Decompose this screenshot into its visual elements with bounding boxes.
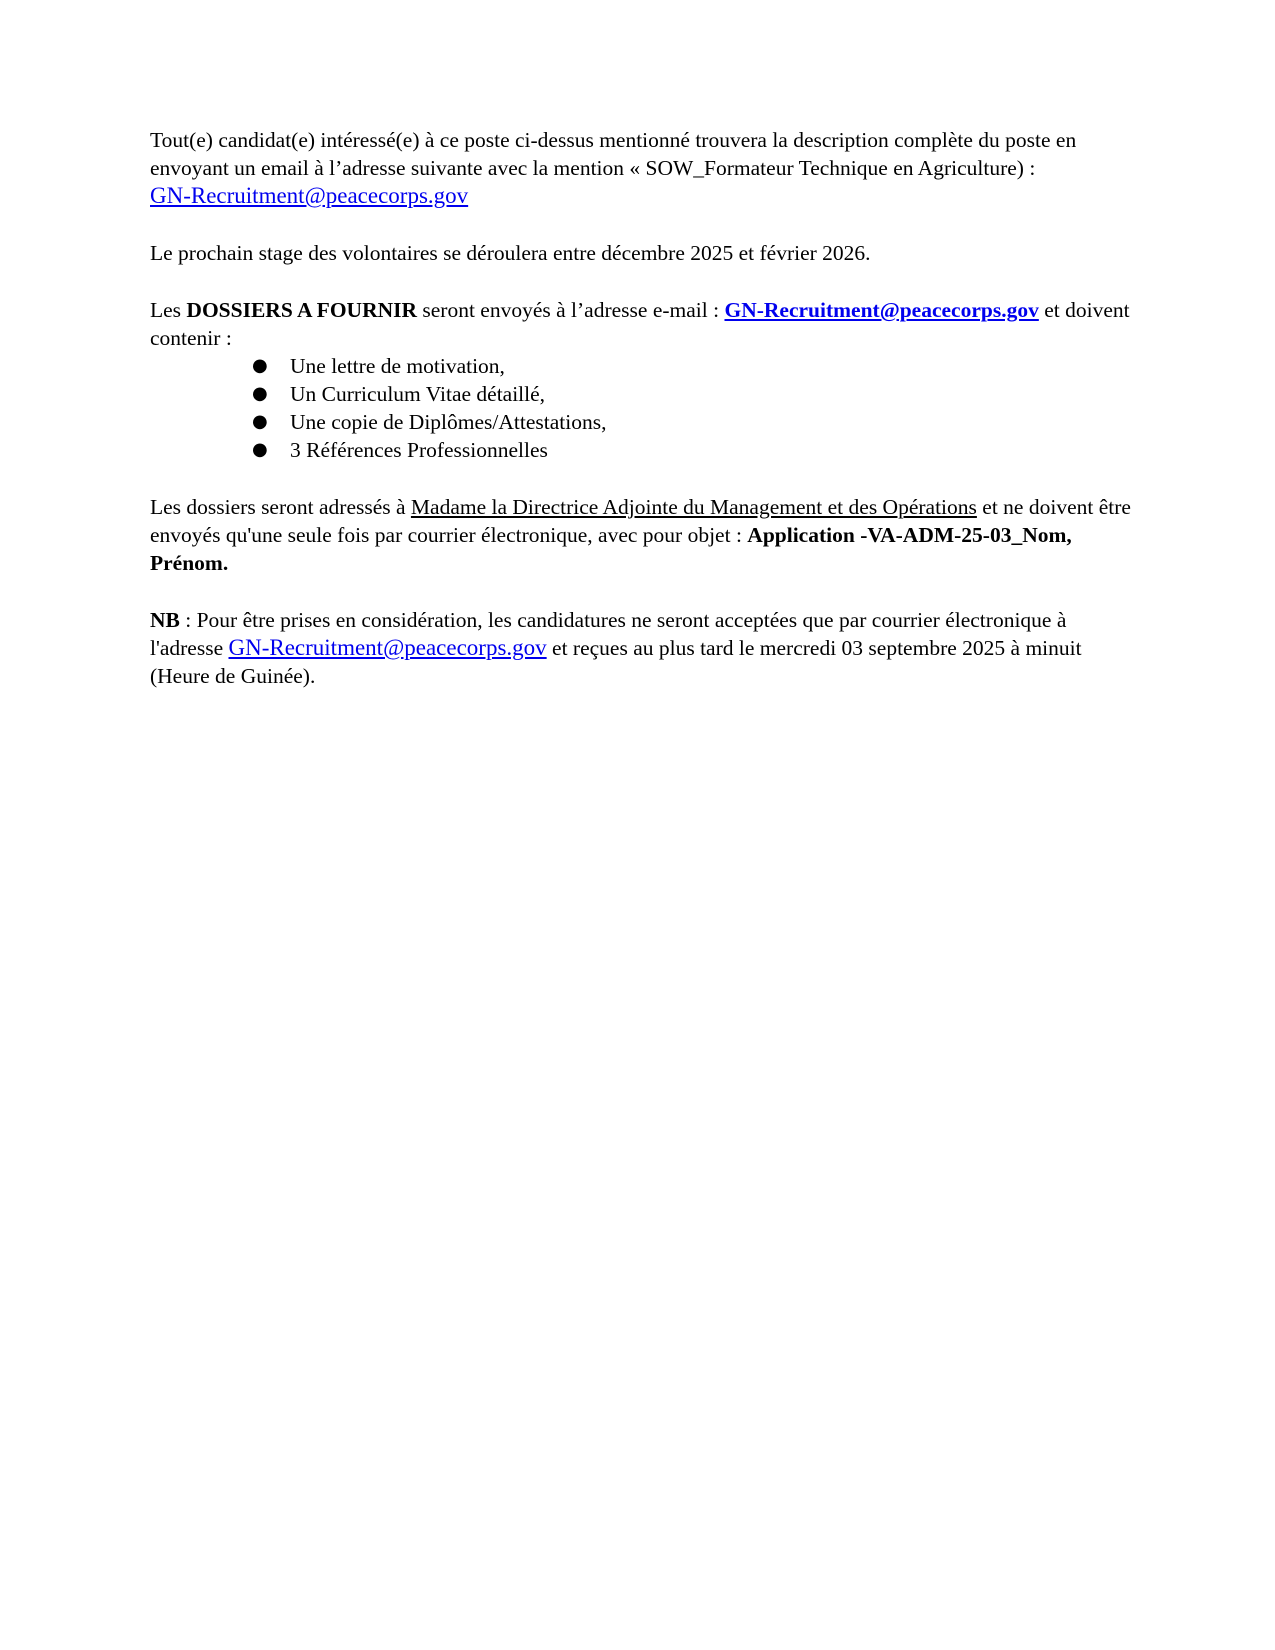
address-paragraph [150, 493, 1140, 577]
nb-email-link[interactable]: GN-Recruitment@peacecorps.gov [228, 635, 547, 660]
address-prefix: Les dossiers seront adressés à [150, 495, 411, 519]
list-item: ● Une copie de Diplômes/Attestations, [252, 410, 607, 434]
nb-text-before: : Pour être prises en considération, les candidatures ne seront acceptées que par courrier électronique à l'adresse [150, 608, 1067, 660]
list-item: ● Une lettre de motivation, [252, 354, 505, 378]
intro-email-link[interactable]: GN-Recruitment@peacecorps.gov [150, 183, 469, 208]
required-documents-list [150, 352, 1140, 464]
bullet-icon: ● [252, 411, 268, 432]
email-subject: Application -VA-ADM-25-03_Nom, Prénom. [150, 523, 1072, 575]
nb-paragraph [150, 606, 1140, 690]
intro-text: Tout(e) candidat(e) intéressé(e) à ce poste ci-dessus mentionné trouvera la description complète du poste en envoyant un email à l’adresse suivante avec la mention « SOW_Formateur Technique en Agriculture) : [150, 128, 1077, 180]
address-recipient: Madame la Directrice Adjointe du Management et des Opérations [410, 495, 977, 519]
dossiers-suffix: et doivent contenir : [150, 298, 1130, 350]
stage-paragraph [150, 239, 1140, 267]
intro-paragraph [150, 126, 1140, 210]
dossiers-middle: seront envoyés à l’adresse e-mail : [417, 298, 725, 322]
dossiers-prefix: Les [150, 298, 187, 322]
stage-text: Le prochain stage des volontaires se déroulera entre décembre 2025 et février 2026. [150, 241, 871, 265]
address-middle: et ne doivent être envoyés qu'une seule fois par courrier électronique, avec pour objet : [150, 495, 1131, 547]
bullet-icon: ● [252, 383, 268, 404]
list-item: ● 3 Références Professionnelles [252, 438, 548, 462]
bullet-icon: ● [252, 355, 268, 376]
nb-text-after: et reçues au plus tard le mercredi 03 septembre 2025 à minuit (Heure de Guinée). [150, 636, 1082, 688]
dossiers-email-link[interactable]: GN-Recruitment@peacecorps.gov [724, 298, 1039, 322]
document-body [150, 126, 1140, 690]
dossiers-paragraph [150, 296, 1140, 352]
list-item: ● Un Curriculum Vitae détaillé, [252, 382, 546, 406]
nb-label: NB [150, 608, 180, 632]
bullet-icon: ● [252, 439, 268, 460]
dossiers-heading: DOSSIERS A FOURNIR [186, 298, 418, 322]
